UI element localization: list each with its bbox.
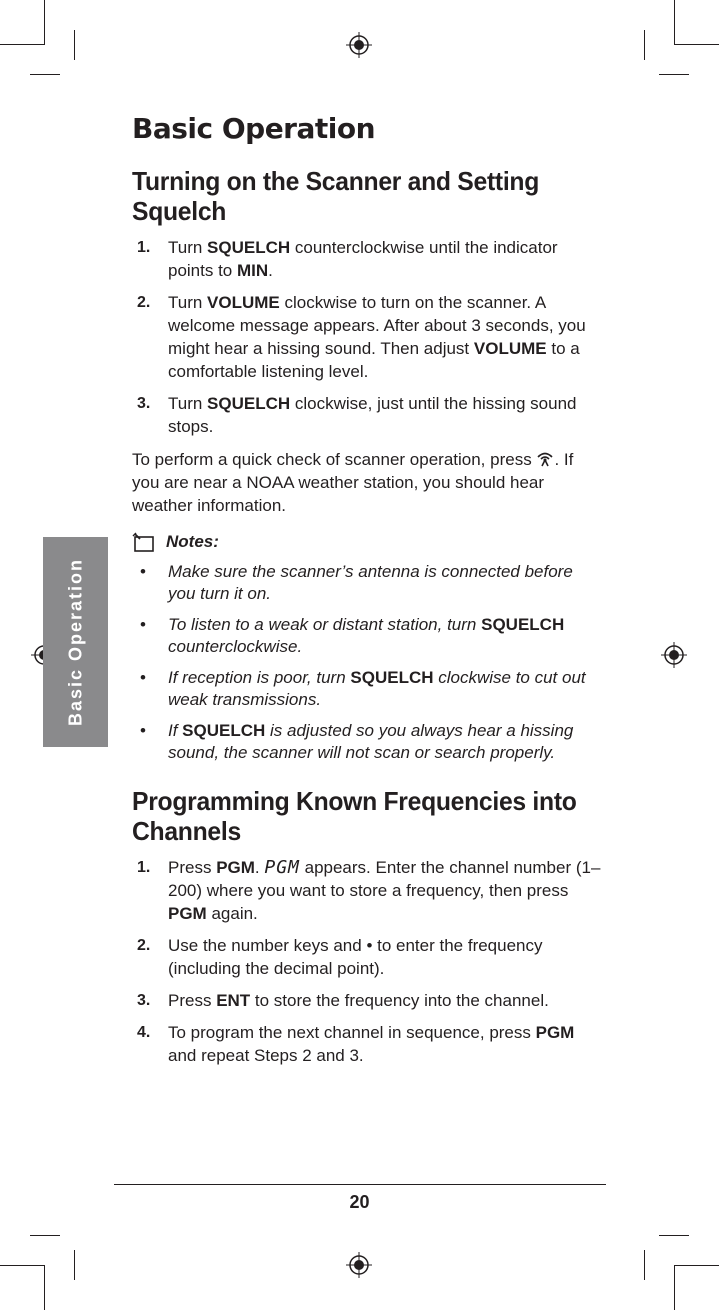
key-name: PGM <box>535 1022 575 1042</box>
key-name: SQUELCH <box>182 720 266 740</box>
step-item: 1. Turn SQUELCH counterclockwise until the indicator points to MIN. <box>137 237 558 280</box>
bullet: • <box>140 561 146 581</box>
note-item: • If reception is poor, turn SQUELCH clockwise to cut out weak transmissions. <box>140 667 586 709</box>
crop-mark <box>0 44 45 45</box>
crop-mark <box>30 1235 60 1236</box>
key-name: SQUELCH <box>350 667 434 687</box>
key-name: VOLUME <box>207 292 280 312</box>
crop-mark <box>674 1265 675 1310</box>
step-item: 4. To program the next channel in sequence, press PGM and repeat Steps 2 and 3. <box>137 1022 575 1065</box>
registration-mark-icon <box>661 642 687 668</box>
section-heading: Programming Known Frequencies into Channels <box>132 785 577 846</box>
step-number: 1. <box>137 238 151 256</box>
step-item: 2. Turn VOLUME clockwise to turn on the scanner. A welcome message appears. After about 3 seconds, you might hear a hissing sound. Then adjust VOLUME to a comfortable listening level. <box>137 292 586 381</box>
step-item: 2. Use the number keys and • to enter the frequency (including the decimal point). <box>137 935 543 978</box>
crop-mark <box>674 0 675 45</box>
crop-mark <box>74 30 75 60</box>
side-tab-label: Basic Operation <box>65 557 85 727</box>
crop-mark <box>44 1265 45 1310</box>
step-number: 3. <box>137 394 151 412</box>
key-name: SQUELCH <box>207 393 291 413</box>
crop-mark <box>44 0 45 45</box>
section-heading: Turning on the Scanner and Setting Squelch <box>132 165 540 226</box>
bullet: • <box>140 614 146 634</box>
steps-list <box>132 236 604 438</box>
step-number: 3. <box>137 991 151 1009</box>
step-number: 2. <box>137 293 151 311</box>
steps-list <box>132 856 604 1067</box>
step-item: 3. Turn SQUELCH clockwise, just until the hissing sound stops. <box>137 393 577 436</box>
footer-divider <box>114 1184 606 1185</box>
key-name: PGM <box>168 903 207 923</box>
key-name: SQUELCH <box>481 614 565 634</box>
section-side-tab <box>43 537 108 747</box>
crop-mark <box>674 44 719 45</box>
note-item: • Make sure the scanner’s antenna is connected before you turn it on. <box>140 561 573 603</box>
note-pad-icon <box>132 531 156 553</box>
step-item: 1. Press PGM. PGM appears. Enter the channel number (1–200) where you want to store a frequency, then press PGM again. <box>137 856 601 923</box>
notes-list <box>132 561 604 764</box>
page-number: 20 <box>349 1192 370 1212</box>
body-paragraph: To perform a quick check of scanner operation, press . If you are near a NOAA weather station, you should hear weather information. <box>132 449 574 515</box>
crop-mark <box>644 1250 645 1280</box>
crop-mark <box>659 74 689 75</box>
step-number: 2. <box>137 936 151 954</box>
note-item: • To listen to a weak or distant station, turn SQUELCH counterclockwise. <box>140 614 565 656</box>
notes-heading <box>132 531 604 553</box>
bullet: • <box>140 720 146 740</box>
crop-mark <box>644 30 645 60</box>
step-number: 4. <box>137 1023 151 1041</box>
note-item: • If SQUELCH is adjusted so you always hear a hissing sound, the scanner will not scan or search properly. <box>140 720 574 762</box>
step-item: 3. Press ENT to store the frequency into the channel. <box>137 990 549 1010</box>
notes-label: Notes: <box>166 531 219 551</box>
bullet: • <box>140 667 146 687</box>
crop-mark <box>659 1235 689 1236</box>
registration-mark-icon <box>346 1252 372 1278</box>
weather-key-icon <box>536 451 554 467</box>
key-name: PGM <box>216 857 255 877</box>
crop-mark <box>674 1265 719 1266</box>
crop-mark <box>30 74 60 75</box>
crop-mark <box>0 1265 45 1266</box>
crop-mark <box>74 1250 75 1280</box>
lcd-display-text: PGM <box>264 856 300 878</box>
page-title: Basic Operation <box>132 112 376 145</box>
registration-mark-icon <box>346 32 372 58</box>
step-number: 1. <box>137 858 151 876</box>
key-name: SQUELCH <box>207 237 291 257</box>
key-name: ENT <box>216 990 251 1010</box>
key-name: VOLUME <box>473 338 547 358</box>
key-name: MIN <box>237 260 269 280</box>
page-content <box>132 112 604 1076</box>
